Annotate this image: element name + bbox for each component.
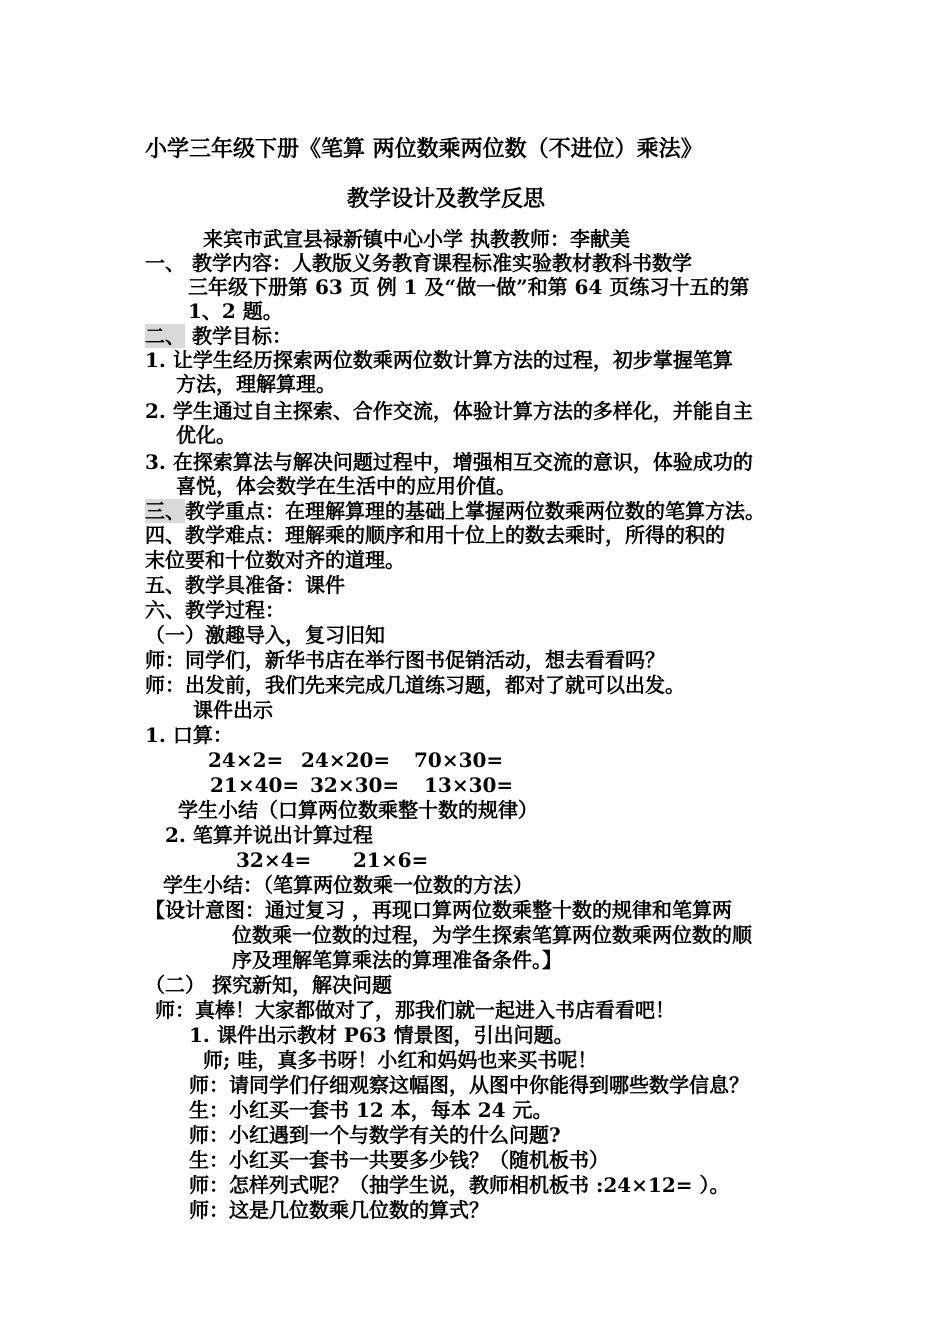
process-line: 六、教学过程： <box>145 598 285 622</box>
part2-line-5: 师：小红遇到一个与数学有关的什么问题? <box>189 1123 561 1147</box>
part2-line-2: 师; 哇，真多书呀！小红和妈妈也来买书呢！ <box>203 1048 598 1072</box>
oral-item: 32×30= <box>310 773 400 797</box>
title-line-1: 小学三年级下册《笔算 两位数乘两位数（不进位）乘法》 <box>145 136 703 162</box>
oral-item: 24×20= <box>301 748 391 772</box>
oral-item: 21×40= <box>210 773 300 797</box>
part1-heading: （一）激趣导入，复习旧知 <box>145 623 385 647</box>
goal-1-line-2: 方法，理解算理。 <box>176 372 336 396</box>
design-intent-line-2: 位数乘一位数的过程，为学生探索笔算两位数乘两位数的顺 <box>232 923 752 947</box>
oral-item: 13×30= <box>424 773 514 797</box>
part2-heading: （二） 探究新知，解决问题 <box>145 973 392 997</box>
focus-text: 教学重点：在理解算理的基础上掌握两位数乘两位数的笔算方法。 <box>185 499 765 523</box>
tools-line: 五、教学具准备：课件 <box>145 573 345 597</box>
design-intent-line-3: 序及理解笔算乘法的算理准备条件。】 <box>232 948 562 972</box>
written-item: 21×6= <box>353 848 429 872</box>
content-line-1: 一、 教学内容：人教版义务教育课程标准实验教材教科书数学 <box>145 251 692 275</box>
focus-line <box>145 499 765 523</box>
part2-line-4: 生：小红买一套书 12 本，每本 24 元。 <box>189 1098 553 1122</box>
summary-1: 学生小结（口算两位数乘整十数的规律） <box>178 798 538 822</box>
goal-2-line-2: 优化。 <box>176 423 236 447</box>
design-intent-line-1: 【设计意图：通过复习 ，再现口算两位数乘整十数的规律和笔算两 <box>145 898 732 922</box>
part1-line-1: 师：同学们，新华书店在举行图书促销活动，想去看看吗？ <box>145 648 665 672</box>
oral-label: 1. 口算： <box>145 723 233 747</box>
written-label: 2. 笔算并说出计算过程 <box>165 823 373 847</box>
difficulty-line-2: 末位要和十位数对齐的道理。 <box>145 548 405 572</box>
title-line-2: 教学设计及教学反思 <box>347 186 546 212</box>
goal-1-line-1: 1. 让学生经历探索两位数乘两位数计算方法的过程，初步掌握笔算 <box>145 348 733 372</box>
author-line: 来宾市武宣县禄新镇中心小学 执教教师：李献美 <box>203 227 630 251</box>
courseware-label: 课件出示 <box>193 698 273 722</box>
part2-line-3: 师：请同学们仔细观察这幅图，从图中你能得到哪些数学信息？ <box>189 1073 749 1097</box>
goals-heading <box>145 324 292 348</box>
part1-line-2: 师：出发前，我们先来完成几道练习题，都对了就可以出发。 <box>145 673 685 697</box>
content-line-2: 三年级下册第 63 页 例 1 及“做一做”和第 64 页练习十五的第 <box>188 275 750 299</box>
goal-2-line-1: 2. 学生通过自主探索、合作交流，体验计算方法的多样化，并能自主 <box>145 399 753 423</box>
goals-heading-text: 教学目标： <box>185 324 292 348</box>
part2-line-7: 师：怎样列式呢？（抽学生说，教师相机板书 :24×12= ）。 <box>189 1173 730 1197</box>
part2-line-6: 生：小红买一套书一共要多少钱？（随机板书） <box>189 1148 609 1172</box>
oral-item: 24×2= <box>208 748 284 772</box>
oral-item: 70×30= <box>414 748 504 772</box>
part2-line-1: 师：真棒！大家都做对了，那我们就一起进入书店看看吧！ <box>155 998 675 1022</box>
part2-line-8: 师：这是几位数乘几位数的算式？ <box>189 1198 489 1222</box>
focus-number: 三、 <box>145 499 185 523</box>
summary-2: 学生小结：（笔算两位数乘一位数的方法） <box>163 873 533 897</box>
goals-heading-number: 二、 <box>145 324 185 348</box>
content-line-3: 1、2 题。 <box>188 299 283 323</box>
goal-3-line-2: 喜悦，体会数学在生活中的应用价值。 <box>176 474 516 498</box>
goal-3-line-1: 3. 在探索算法与解决问题过程中，增强相互交流的意识，体验成功的 <box>145 450 753 474</box>
difficulty-line-1: 四、教学难点：理解乘的顺序和用十位上的数去乘时，所得的积的 <box>145 523 725 547</box>
written-item: 32×4= <box>236 848 312 872</box>
part2-step-1: 1. 课件出示教材 P63 情景图，引出问题。 <box>189 1023 574 1047</box>
